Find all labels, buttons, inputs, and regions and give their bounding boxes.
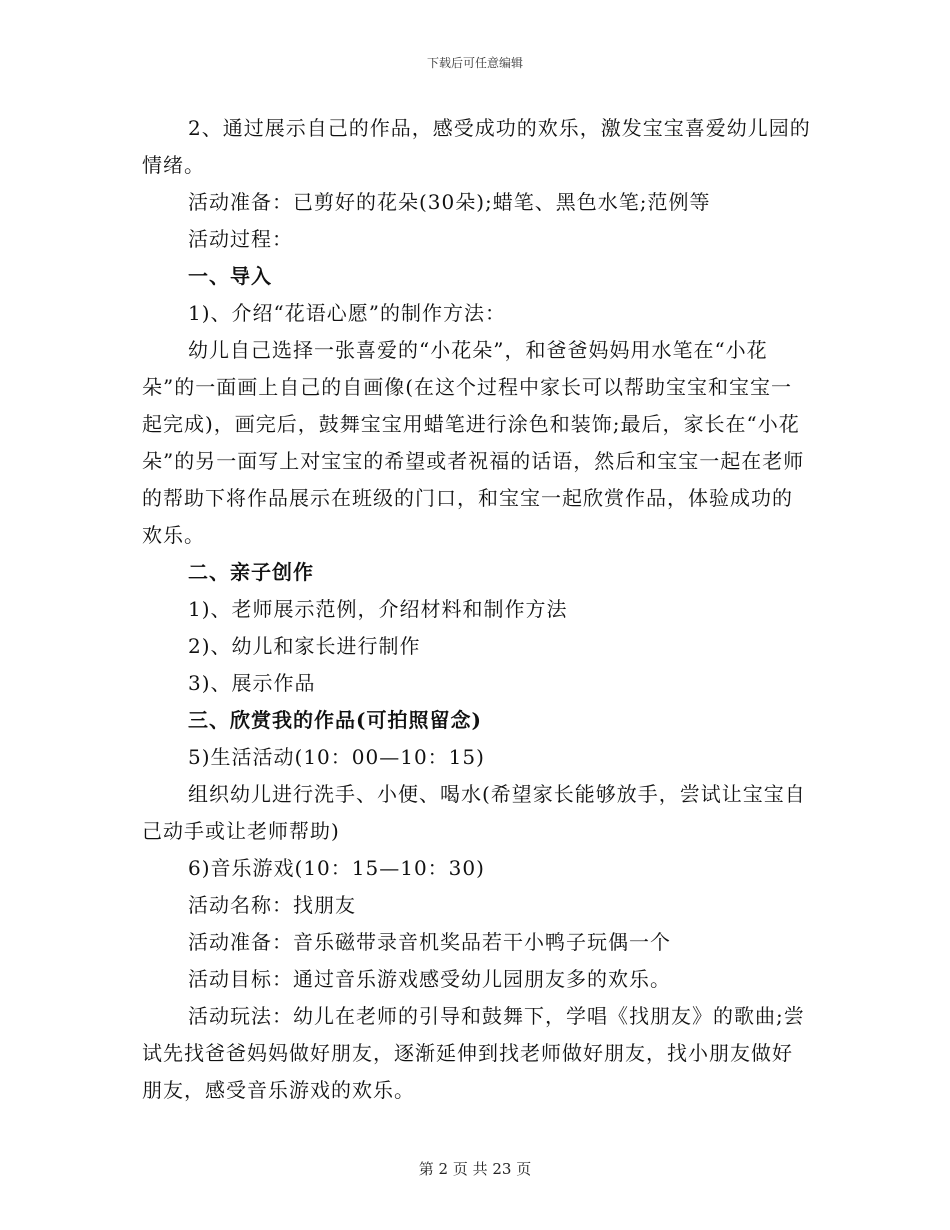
paragraph-intro-step-1: 1)、介绍“花语心愿”的制作方法： [188, 301, 506, 325]
paragraph-creation-step-1: 1)、老师展示范例，介绍材料和制作方法 [188, 597, 568, 621]
paragraph-goal-2: 2、通过展示自己的作品，感受成功的欢乐，激发宝宝喜爱幼儿园的情绪。 [142, 116, 811, 177]
paragraph-process-label: 活动过程： [188, 227, 293, 251]
paragraph-life-activity-description: 组织幼儿进行洗手、小便、喝水(希望家长能够放手，尝试让宝宝自己动手或让老师帮助) [142, 782, 806, 843]
paragraph-activity-rules: 活动玩法：幼儿在老师的引导和鼓舞下，学唱《找朋友》的歌曲;尝试先找爸爸妈妈做好朋友，逐渐延伸到找老师做好朋友，找小朋友做好朋友，感受音乐游戏的欢乐。 [142, 1004, 805, 1102]
section-heading-intro: 一、导入 [188, 264, 272, 288]
section-heading-creation: 二、亲子创作 [188, 560, 314, 584]
document-body [142, 110, 812, 1109]
paragraph-creation-step-2: 2)、幼儿和家长进行制作 [188, 634, 421, 658]
paragraph-life-activity: 5)生活活动(10：00—10：15) [188, 745, 485, 769]
page-header: 下载后可任意编辑 [426, 56, 523, 70]
paragraph-activity-goal: 活动目标：通过音乐游戏感受幼儿园朋友多的欢乐。 [188, 967, 671, 991]
paragraph-activity-name: 活动名称：找朋友 [188, 893, 356, 917]
paragraph-creation-step-3: 3)、展示作品 [188, 671, 316, 695]
paragraph-intro-description: 幼儿自己选择一张喜爱的“小花朵”，和爸爸妈妈用水笔在“小花朵”的一面画上自己的自画像(在这个过程中家长可以帮助宝宝和宝宝一起完成)，画完后，鼓舞宝宝用蜡笔进行涂色和装饰;最后，家长在“小花朵”的另一面写上对宝宝的希望或者祝福的话语，然后和宝宝一起在老师的帮助下将作品展示在班级的门口，和宝宝一起欣赏作品，体验成功的欢乐。 [142, 338, 805, 547]
page-footer: 第 2 页 共 23 页 [418, 1160, 532, 1178]
paragraph-activity-preparation: 活动准备：音乐磁带录音机奖品若干小鸭子玩偶一个 [188, 930, 671, 954]
paragraph-preparation: 活动准备：已剪好的花朵(30朵);蜡笔、黑色水笔;范例等 [188, 190, 711, 214]
section-heading-appreciation: 三、欣赏我的作品(可拍照留念) [188, 708, 482, 732]
paragraph-music-game: 6)音乐游戏(10：15—10：30) [188, 856, 485, 880]
